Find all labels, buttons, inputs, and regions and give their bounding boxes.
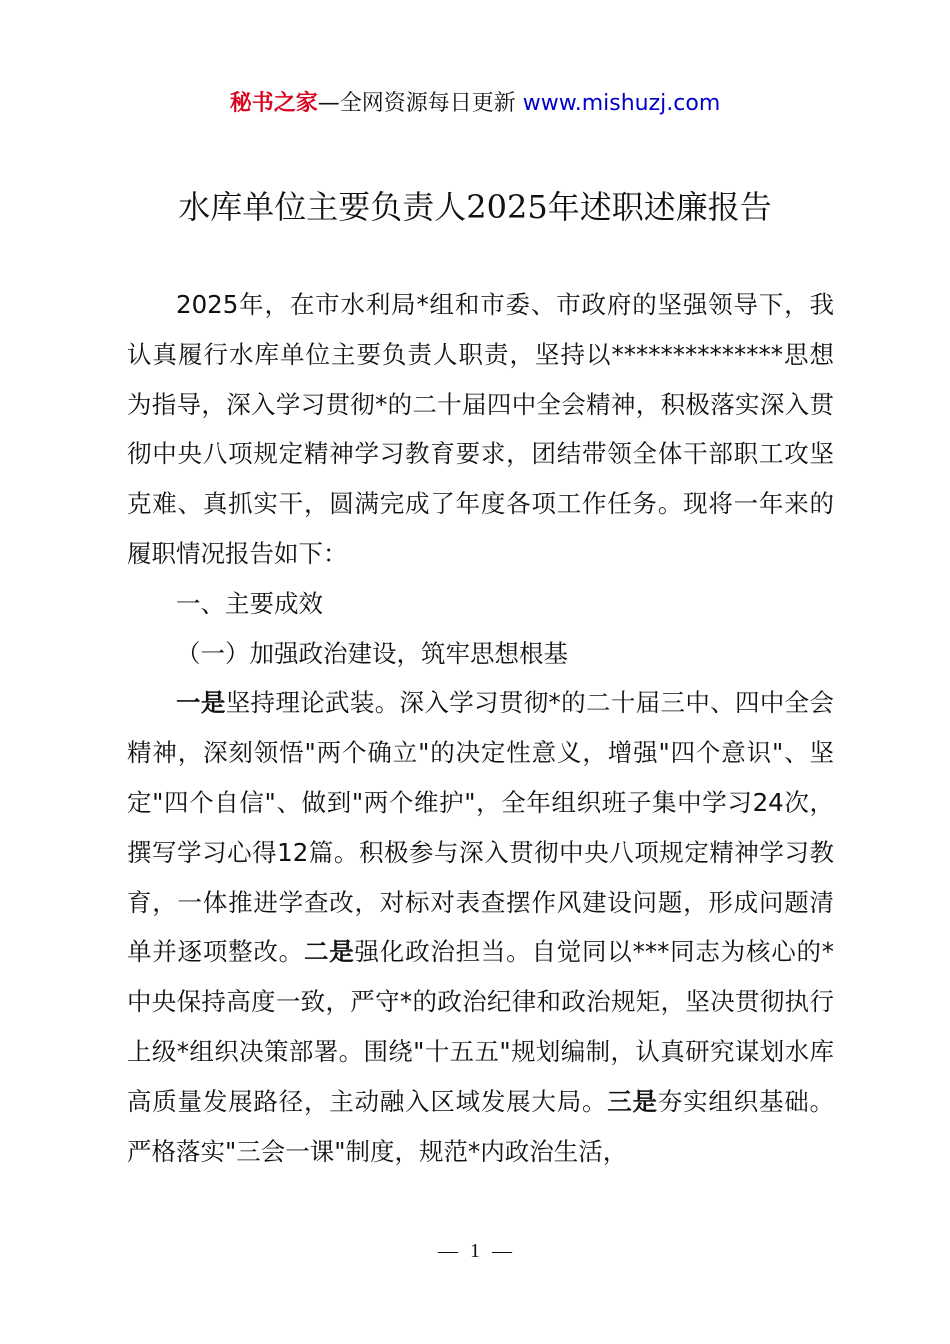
page-footer xyxy=(0,1236,950,1266)
lead-text: 一是 xyxy=(176,688,226,718)
page-number: 1 xyxy=(470,1240,480,1262)
site-banner xyxy=(0,86,950,122)
paragraph-text: 坚持理论武装。深入学习贯彻*的二十届三中、四中全会精神，深刻领悟"两个确立"的决定性意义，增强"四个意识"、坚定"四个自信"、做到"两个维护"，全年组织班子集中学习24次，撰写学习心得12篇。积极参与深入贯彻中央八项规定精神学习教育，一体推进学查改，对标对表查摆作风建设问题，形成问题清单并逐项整改。 xyxy=(127,688,835,967)
paragraph-text: 夯实组织基础。严格落实"三会一课"制度，规范*内政治生活， xyxy=(127,1086,835,1166)
lead-text: 三是 xyxy=(607,1086,658,1116)
paragraph-text: 强化政治担当。自觉同以***同志为核心的*中央保持高度一致，严守*的政治纪律和政治规矩，坚决贯彻执行上级*组织决策部署。围绕"十五五"规划编制，认真研究谋划水库高质量发展路径，主动融入区域发展大局。 xyxy=(127,937,835,1116)
body-paragraph xyxy=(127,678,834,1176)
subsection-heading: （一）加强政治建设，筑牢思想根基 xyxy=(176,638,568,668)
site-brand: 秘书之家 xyxy=(229,91,318,116)
lead-text: 二是 xyxy=(303,937,355,967)
footer-dash-right: — xyxy=(492,1240,512,1262)
document-body xyxy=(127,280,834,1176)
site-url-link[interactable]: www.mishuzj.com xyxy=(522,91,721,116)
site-tagline: —全网资源每日更新 xyxy=(317,91,516,116)
intro-paragraph: 2025年，在市水利局*组和市委、市政府的坚强领导下，我认真履行水库单位主要负责人职责，坚持以**************思想为指导，深入学习贯彻*的二十届四中全会精神，积极落实深入贯彻中央八项规定精神学习教育要求，团结带领全体干部职工攻坚克难、真抓实干，圆满完成了年度各项工作任务。现将一年来的履职情况报告如下： xyxy=(127,290,834,568)
section-heading: 一、主要成效 xyxy=(176,588,323,618)
footer-dash-left: — xyxy=(438,1240,458,1262)
document-title: 水库单位主要负责人2025年述职述廉报告 xyxy=(178,188,772,226)
